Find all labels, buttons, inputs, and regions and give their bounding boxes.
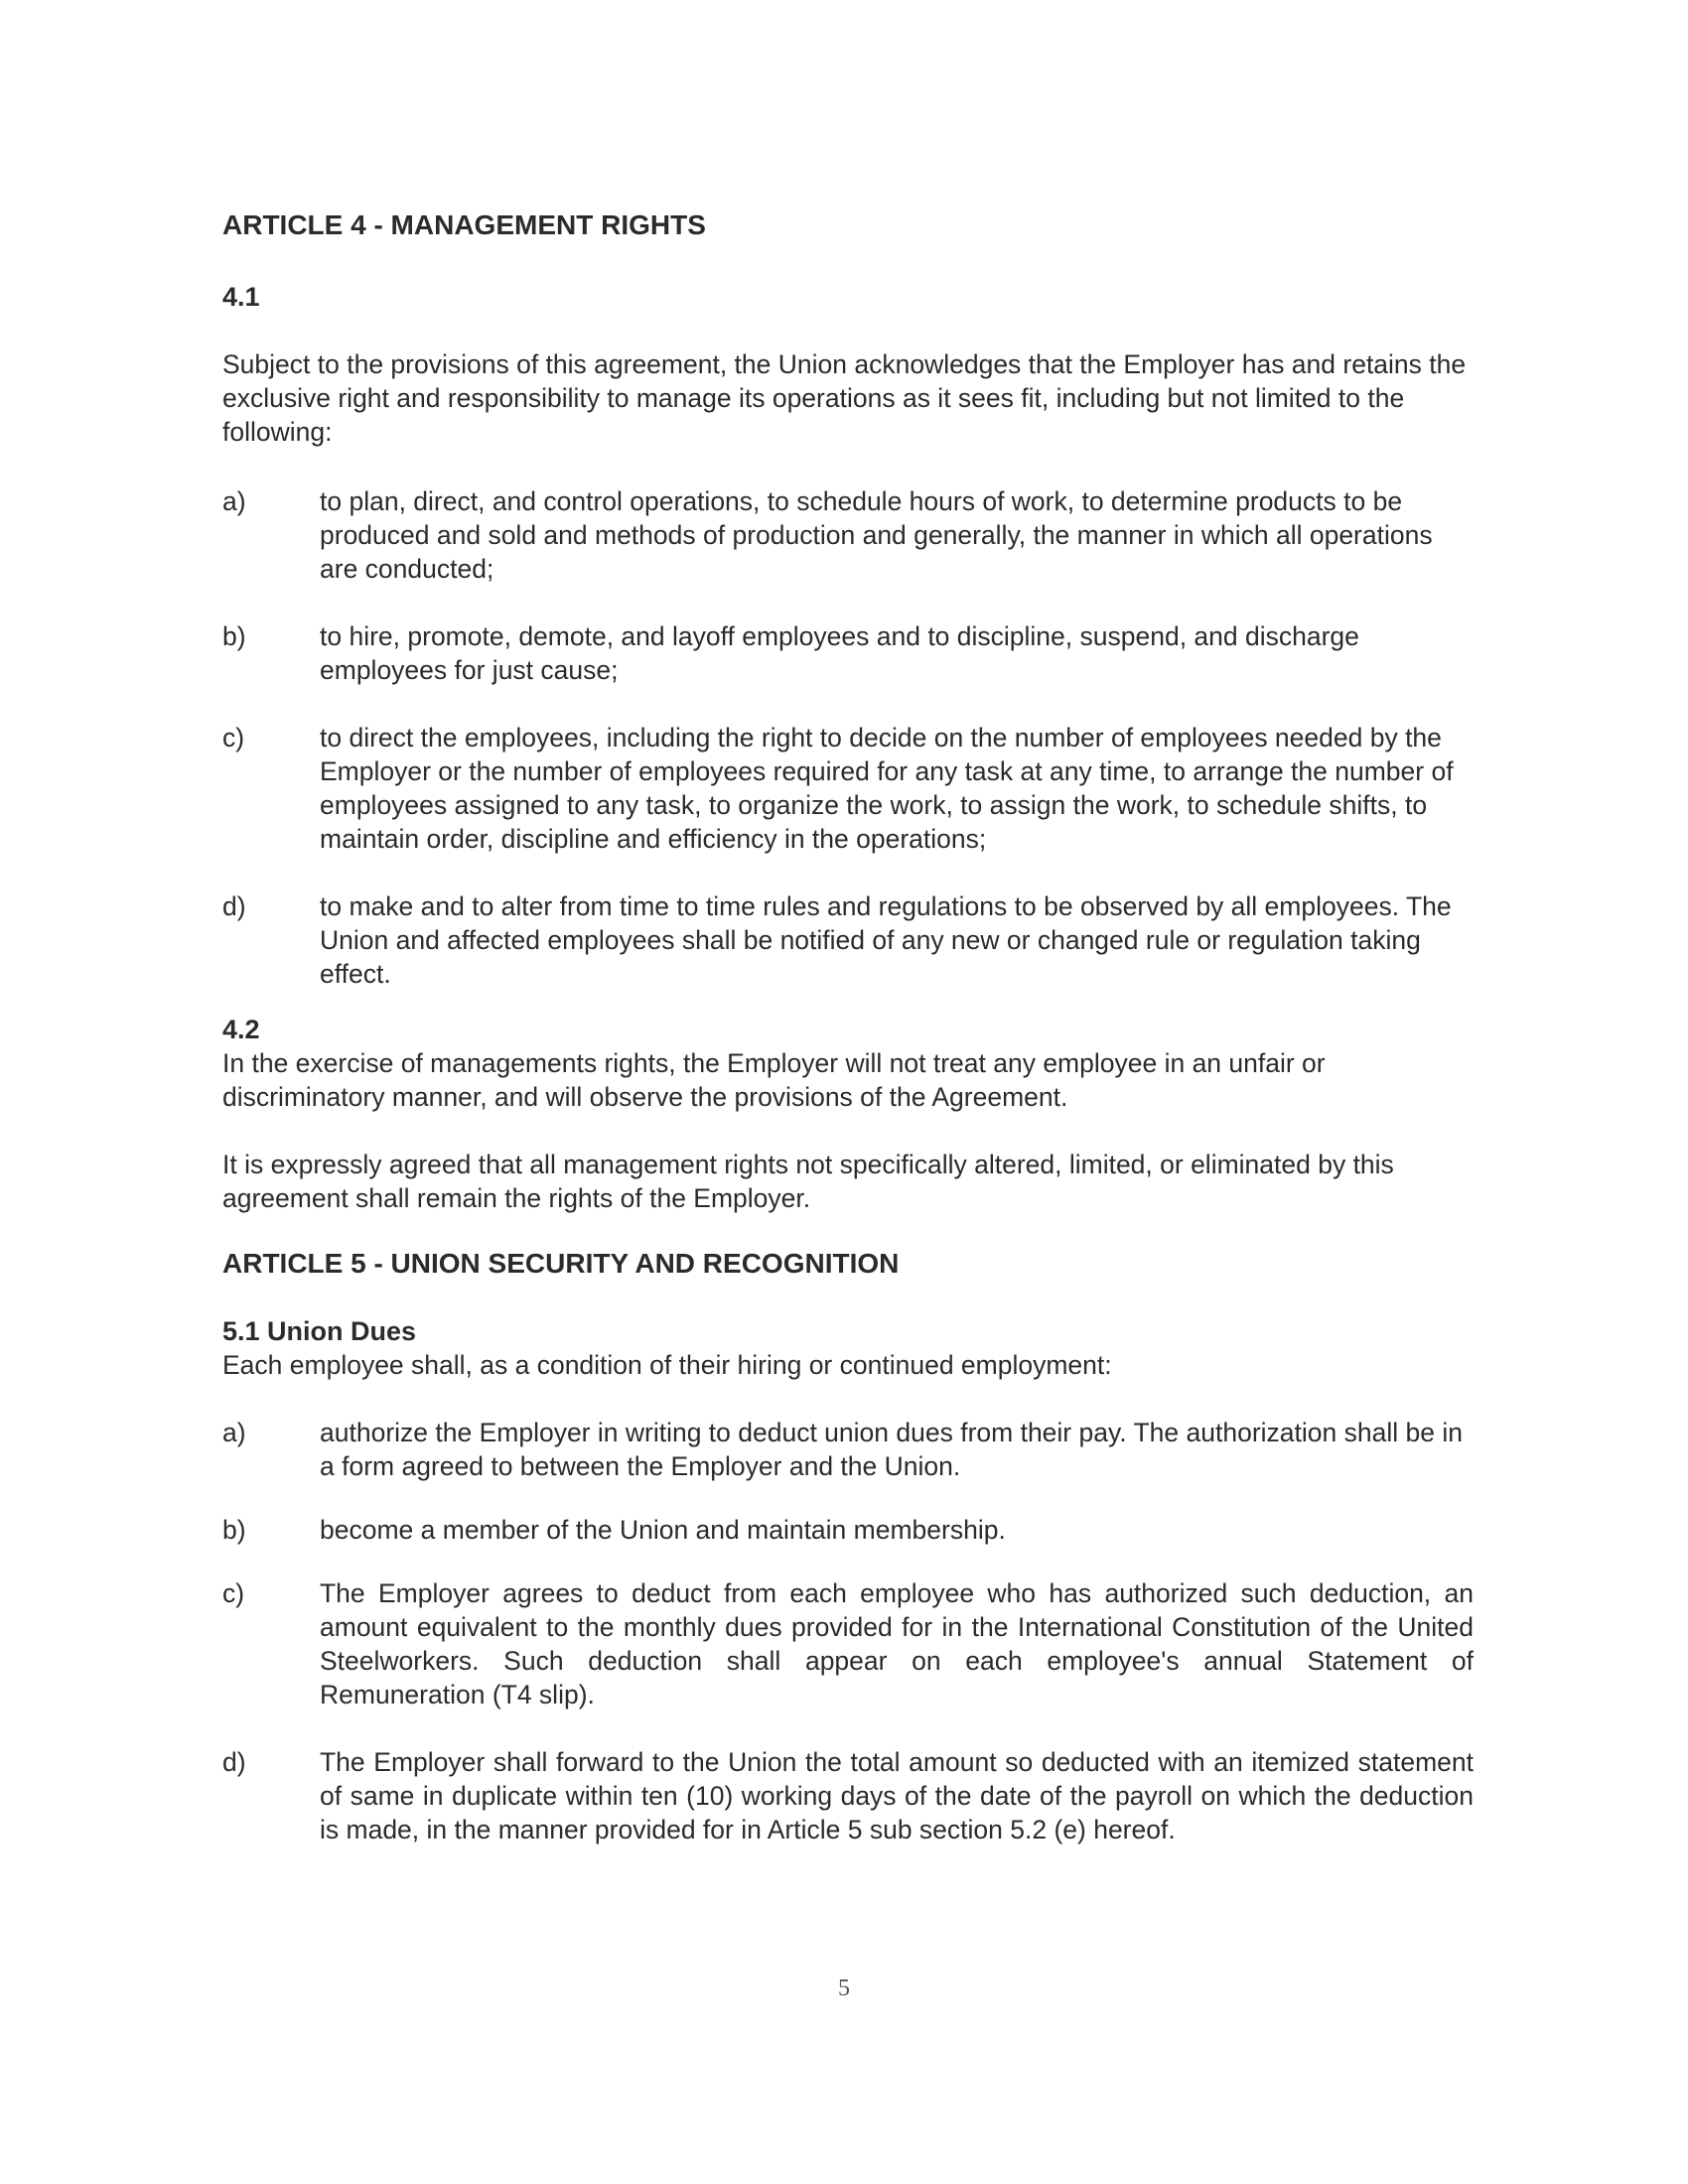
section-4-2-paragraph: It is expressly agreed that all management rights not specifically altered, limited, or eliminated by this agreement shall remain the rights of the Employer. [222,1150,1394,1213]
section-4-2-number: 4.2 [222,1015,260,1044]
list-item-label: a) [222,1418,246,1447]
document-page [222,208,1474,1846]
list-item-label: c) [222,1578,245,1608]
list-item-text: to direct the employees, including the right to decide on the number of employees needed by the Employer or the number of employees required for any task at any time, to arrange the number of employees assigned to any task, to organize the work, to assign the work, to schedule shifts, to maintain order, discipline and efficiency in the operations; [320,723,1454,854]
list-item-label: b) [222,1515,246,1545]
section-4-2-paragraph: In the exercise of managements rights, the Employer will not treat any employee in an unfair or discriminatory manner, and will observe the provisions of the Agreement. [222,1048,1326,1112]
list-item-label: b) [222,621,246,651]
article-5-heading: ARTICLE 5 - UNION SECURITY AND RECOGNITION [222,1248,900,1279]
list-item-text: authorize the Employer in writing to deduct union dues from their pay. The authorization shall be in a form agreed to between the Employer and the Union. [320,1418,1463,1481]
list-item [222,619,1474,687]
section-5-1-heading: 5.1 Union Dues [222,1316,417,1346]
list-item [222,1513,1474,1547]
section-4-1-intro: Subject to the provisions of this agreement, the Union acknowledges that the Employer has and retains the exclusive right and responsibility to manage its operations as it sees fit, including but not limited to the following: [222,349,1467,447]
list-item-label: c) [222,723,245,752]
list-item-text: to hire, promote, demote, and layoff employees and to discipline, suspend, and discharge employees for just cause; [320,621,1359,685]
list-item-label: a) [222,486,246,516]
page-number: 5 [838,1976,850,2001]
list-item-text: become a member of the Union and maintain membership. [320,1515,1006,1545]
list-item-text: to plan, direct, and control operations, to schedule hours of work, to determine products to be produced and sold and methods of production and generally, the manner in which all operations are conducted; [320,486,1433,584]
list-item [222,721,1474,856]
list-item [222,1416,1474,1483]
list-item [222,1745,1474,1846]
section-5-1-intro: Each employee shall, as a condition of their hiring or continued employment: [222,1350,1112,1380]
list-item-text: The Employer shall forward to the Union the total amount so deducted with an itemized statement of same in duplicate within ten (10) working days of the date of the payroll on which the deduction is made, in the manner provided for in Article 5 sub section 5.2 (e) hereof. [320,1747,1474,1844]
list-item [222,1576,1474,1711]
list-item [222,889,1474,991]
section-4-1-number: 4.1 [222,282,260,312]
list-item-text: The Employer agrees to deduct from each employee who has authorized such deduction, an amount equivalent to the monthly dues provided for in the International Constitution of the United Steelworkers. Such deduction shall appear on each employee's annual Statement of Remuneration (T4 slip). [320,1578,1474,1709]
list-item [222,484,1474,586]
list-item-label: d) [222,891,246,921]
list-item-text: to make and to alter from time to time rules and regulations to be observed by all employees. The Union and affected employees shall be notified of any new or changed rule or regulation taking effect. [320,891,1452,989]
list-item-label: d) [222,1747,246,1777]
article-4-heading: ARTICLE 4 - MANAGEMENT RIGHTS [222,209,706,240]
